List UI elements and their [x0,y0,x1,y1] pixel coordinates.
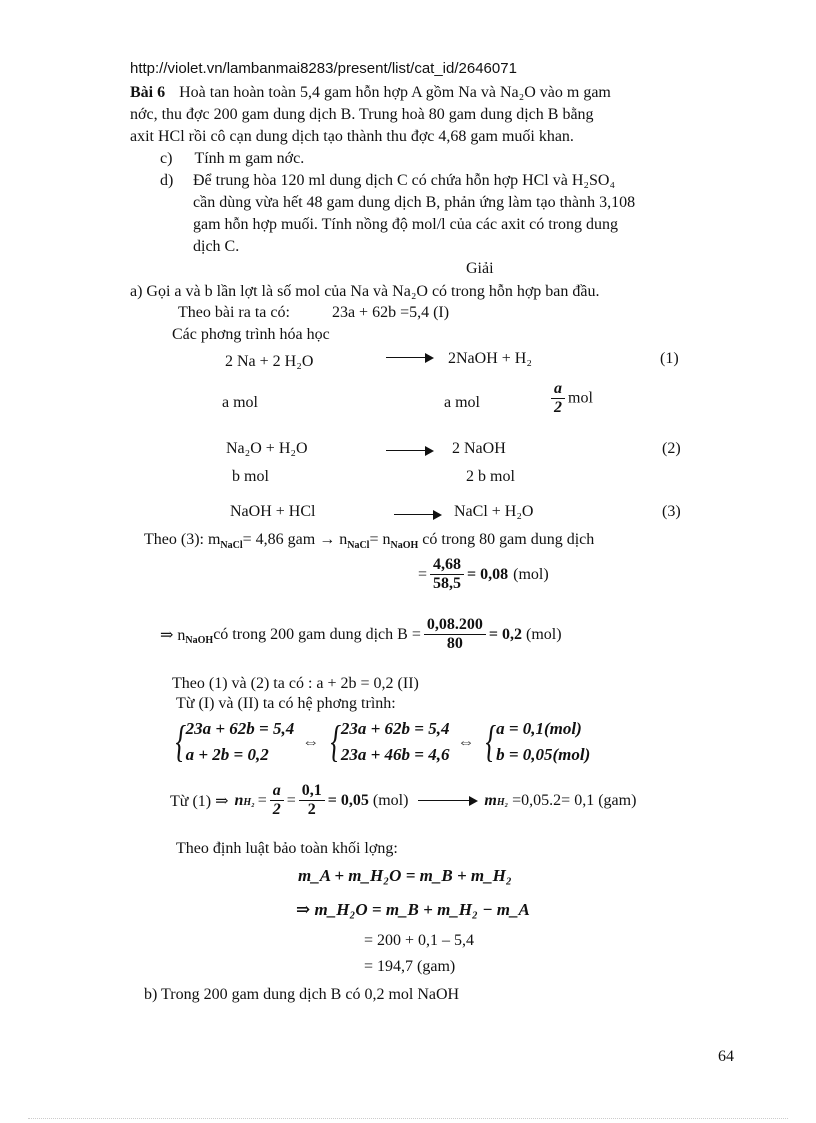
text-part: Từ (1) ⇒ [170,792,229,810]
subscript: NaOH [185,634,214,646]
problem-d-2: cần dùng vừa hết 48 gam dung dịch B, phản ứng làm tạo thành 3,108 [193,194,636,211]
problem-line-2: nớc, thu đợc 200 gam dung dịch B. Trung hoà 80 gam dung dịch B bằng [130,106,594,123]
fraction-numerator: 4,68 [430,556,464,575]
calc-line-2: = 194,7 (gam) [364,958,456,975]
fraction-denominator: 2 [554,399,562,417]
naoh-in-b-line [160,616,562,654]
problem-d-1: Để trung hòa 120 ml dung dịch C có chứa hỗn hợp HCl và H₂SO₄ [193,172,616,189]
equivalence-sign: ⇔ [302,732,320,751]
system-2 [327,716,449,768]
fraction-008x200-over-80 [424,616,486,654]
page-number: 64 [718,1048,734,1065]
problem-d-label: d) [160,172,174,189]
fraction-468-over-585 [430,556,464,594]
system-row: 23a + 46b = 4,6 [340,745,450,764]
reaction-3-right: NaCl + H₂O [454,503,534,520]
mass-equation-1: m_A + m_H₂O = m_B + m_H₂ [298,866,512,885]
reaction-3-number: (3) [662,503,681,520]
text-part: Theo (3): m [144,531,221,548]
reaction-1-number: (1) [660,350,679,367]
subscript: H₂ [243,796,255,808]
unit: (mol) [372,791,409,809]
subscript: NaCl [220,540,243,552]
mol-unit: mol [568,389,593,407]
mass-result: =0,05.2= 0,1 (gam) [512,791,637,809]
left-brace: { [175,717,187,766]
according-to-3 [144,531,594,551]
problem-label: Bài 6 [130,84,166,101]
problem-d-4: dịch C. [193,238,240,255]
item-c-label: c) [160,150,173,167]
fraction-denominator: 2 [307,801,316,819]
right-arrow-icon [418,796,478,806]
fraction-numerator: a [551,380,565,399]
unit: (mol) [525,625,562,643]
fraction-denominator: 2 [272,801,281,819]
problem-line-1 [130,84,611,102]
m-symbol: m [484,791,497,809]
result-value: = 0,05 [327,791,369,809]
part-b-line: b) Trong 200 gam dung dịch B có 0,2 mol NaOH [144,986,460,1003]
reaction-1-mol-h2 [548,380,593,418]
system-row: 23a + 62b = 5,4 [185,719,295,738]
reaction-2-left: Na₂O + H₂O [226,440,308,457]
problem-d-3: gam hỗn hợp muối. Tính nồng độ mol/l của các axit có trong dung [193,216,618,233]
given-label: Theo bài ra ta có: [178,304,290,321]
mass-equation-2: ⇒ m_H₂O = m_B + m_H₂ − m_A [296,900,530,919]
reaction-2-mol-naoh: 2 b mol [466,468,515,485]
fraction-a-over-2 [270,782,284,820]
reaction-1-left: 2 Na + 2 H₂O [225,353,314,370]
reaction-3-left: NaOH + HCl [230,503,316,520]
reaction-1-mol-naoh: a mol [444,394,480,411]
text-part: ⇒ n [160,626,186,644]
fraction-1-line [418,556,549,594]
system-row: 23a + 62b = 5,4 [340,719,450,738]
reaction-2-right: 2 NaOH [452,440,506,457]
problem-c [160,150,304,168]
subscript: NaCl [347,540,370,552]
url-line: http://violet.vn/lambanmai8283/present/list/cat_id/2646071 [130,60,517,77]
equals-sign: = [418,565,428,583]
given-line [178,304,449,322]
problem-line-3: axit HCl rồi cô cạn dung dịch tạo thành thu đợc 4,68 gam muối khan. [130,128,574,145]
text-part: có trong 80 gam dung dịch [418,531,595,548]
footer-divider [28,1118,788,1119]
system-1 [172,716,294,768]
reaction-3-arrow [388,506,448,524]
reaction-1-arrow [380,349,440,367]
item-c-text: Tính m gam nớc. [194,150,305,167]
subscript: NaOH [390,540,419,552]
fraction-01-over-2 [299,782,325,820]
fraction-denominator: 58,5 [433,575,462,593]
left-brace: { [485,717,497,766]
fraction-numerator: 0,08.200 [424,616,486,635]
text-part: = n [369,531,391,548]
equivalence-sign: ⇔ [457,732,475,751]
fraction-numerator: a [270,782,284,801]
reaction-2-mol-na2o: b mol [232,468,269,485]
equation-systems [172,716,590,768]
equation-I: 23a + 62b =5,4 (I) [331,304,450,321]
reaction-2-number: (2) [662,440,681,457]
unit: (mol) [513,565,549,583]
equals-sign: = [257,791,267,809]
fraction-denominator: 80 [446,635,463,653]
solution-a-intro: a) Gọi a và b lần lợt là số mol của Na và Na₂O có trong hỗn hợp ban đầu. [130,283,600,300]
system-row: a + 2b = 0,2 [185,745,269,764]
text-part: = 4,86 gam → n [242,531,348,548]
equals-sign: = [286,791,296,809]
system-3 [482,716,590,768]
problem-text-1: Hoà tan hoàn toàn 5,4 gam hỗn hợp A gồm Na và Na₂O vào m gam [179,84,611,101]
from-1-line [170,782,636,820]
reaction-1-right: 2NaOH + H₂ [448,350,532,367]
result-value: = 0,08 [467,565,509,583]
equations-heading: Các phơng trình hóa học [172,326,330,343]
system-row: a = 0,1(mol) [496,719,582,738]
reaction-2-arrow [380,442,440,460]
left-brace: { [330,717,342,766]
calc-line-1: = 200 + 0,1 – 5,4 [364,932,475,949]
solution-heading: Giải [466,260,494,277]
n-symbol: n [234,791,244,809]
system-row: b = 0,05(mol) [496,745,591,764]
equation-II-line: Theo (1) và (2) ta có : a + 2b = 0,2 (II) [172,675,419,692]
conservation-heading: Theo định luật bảo toàn khối lợng: [176,840,398,857]
text-part: có trong 200 gam dung dịch B = [213,625,421,643]
fraction-numerator: 0,1 [299,782,325,801]
reaction-1-mol-na: a mol [222,394,258,411]
subscript: H₂ [496,796,509,808]
fraction-a-over-2 [551,380,565,418]
result-value: = 0,2 [488,625,522,643]
system-intro: Từ (I) và (II) ta có hệ phơng trình: [176,695,396,712]
